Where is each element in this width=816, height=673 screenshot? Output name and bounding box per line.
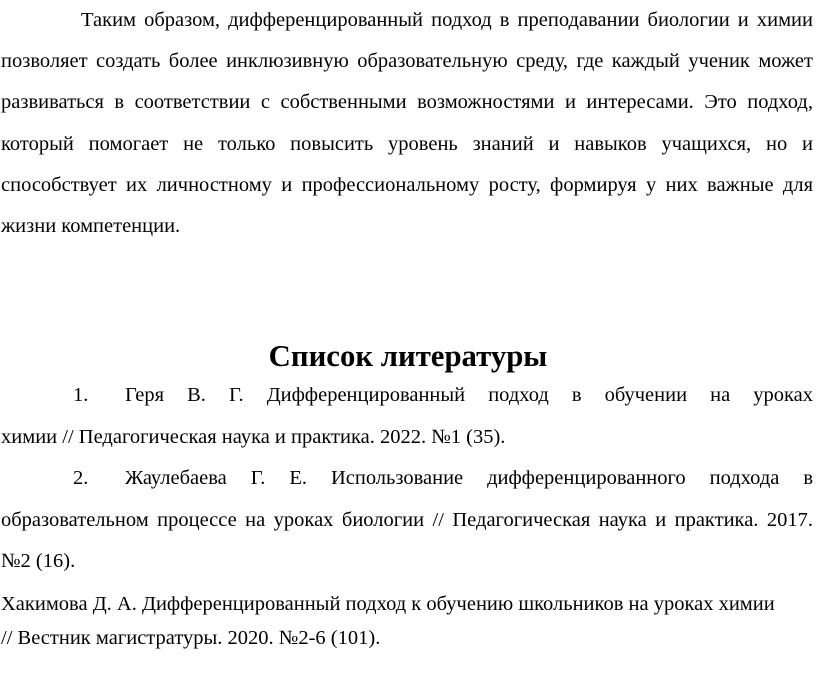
bibliography-item-number: 1. (73, 384, 89, 406)
bibliography-item (1, 375, 813, 458)
bibliography-item-continuation: образовательном процессе на уроках биологии // Педагогическая наука и практика. 2017. №2 (16). (1, 508, 813, 572)
bibliography-item-unnumbered: Хакимова Д. А. Дифференцированный подход к обучению школьников на уроках химии // Вестник магистратуры. 2020. №2-6 (101). (1, 593, 775, 649)
bibliography-item-number: 2. (73, 467, 89, 489)
bibliography-item-first-text: Геря В. Г. Дифференцированный подход в обучении на уроках (125, 384, 813, 406)
bibliography-item-first-line (1, 458, 813, 500)
bibliography-item-first-line (1, 375, 813, 417)
bibliography-item-continuation: химии // Педагогическая наука и практика. 2022. №1 (35). (1, 425, 506, 448)
conclusion-paragraph: Таким образом, дифференцированный подход в преподавании биологии и химии позволяет создать более инклюзивную образовательную среду, где каждый ученик может развиваться в соответствии с собственными возможностями и интересами. Это подход, который помогает не только повысить уровень знаний и навыков учащихся, но и способствует их личностному и профессиональному росту, формируя у них важные для жизни компетенции. (1, 9, 813, 238)
bibliography-item-first-text: Жаулебаева Г. Е. Использование дифференцированного подхода в (125, 467, 813, 489)
bibliography-heading: Список литературы (268, 339, 548, 373)
bibliography-item (1, 458, 813, 583)
